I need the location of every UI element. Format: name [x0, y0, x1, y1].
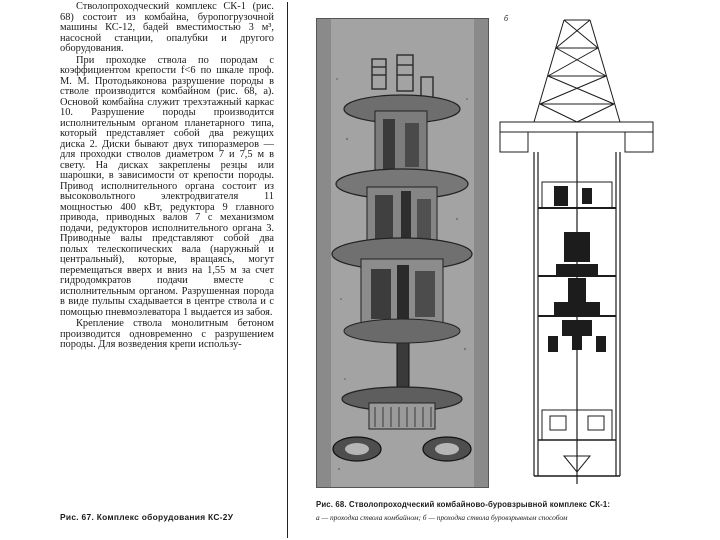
figure-67-caption: Рис. 67. Комплекс оборудования КС-2У	[60, 512, 234, 522]
figure-68b-shaft-schematic	[494, 14, 659, 488]
paragraph-2: При проходке ствола по породам с коэффициентом крепости f<6 по шкале проф. М. М. Протодьяконова разрушение породы в стволе производится комбайном (рис. 68, а). Основой комбайна служит трехэтажный каркас 10. Разрушение породы производится исполнительным органом планетарного типа, который представляет собой два режущих диска 2. Диски бывают двух типоразмеров — для проходки стволов диаметром 7 и 7,5 м в свету. На дисках закреплены резцы или шарошки, в зависимости от крепости породы. Привод исполнительного органа состоит из высоковольтного электродвигателя 11 мощностью 400 кВт, редуктора 9 главного привода, приводных валов 7 с механизмом подачи, редукторов исполнительного органа 3. Приводные валы представляют собой два полых телескопических вала (наружный и центральный), которые, вращаясь, могут перемещаться вверх и вниз на 1,55 м за счет гидродомкратов подачи вместе с исполнительным органом. Разрушенная порода в виде пульпы схадывается в центре ствола и с помощью пневмоэлеватора 1 выдается из забоя.	[60, 54, 274, 318]
body-text-column	[60, 2, 274, 502]
shaft-schematic-drawing	[494, 14, 659, 488]
paragraph-1: Стволопроходческий комплекс СК-1 (рис. 68) состоит из комбайна, буропогрузочной машины КС-12, бадей вместимостью 3 м³, насосной станции, опалубки и другого оборудования.	[60, 2, 274, 54]
figure-68-subcaption: а — проходка ствола комбайном; б — проходка ствола буровзрывным способом	[316, 513, 568, 522]
figure-68-caption: Рис. 68. Стволопроходческий комбайново-буровзрывной комплекс СК-1:	[316, 500, 611, 509]
figure-68a-combine-cutaway	[316, 18, 489, 488]
paragraph-3: Крепление ствола монолитным бетоном производится одновременно с разрушением породы. Для возведения крепи использу-	[60, 318, 274, 350]
combine-cutaway-illustration	[317, 19, 488, 487]
column-divider	[287, 2, 288, 538]
figure-68b-label: б	[504, 14, 509, 23]
